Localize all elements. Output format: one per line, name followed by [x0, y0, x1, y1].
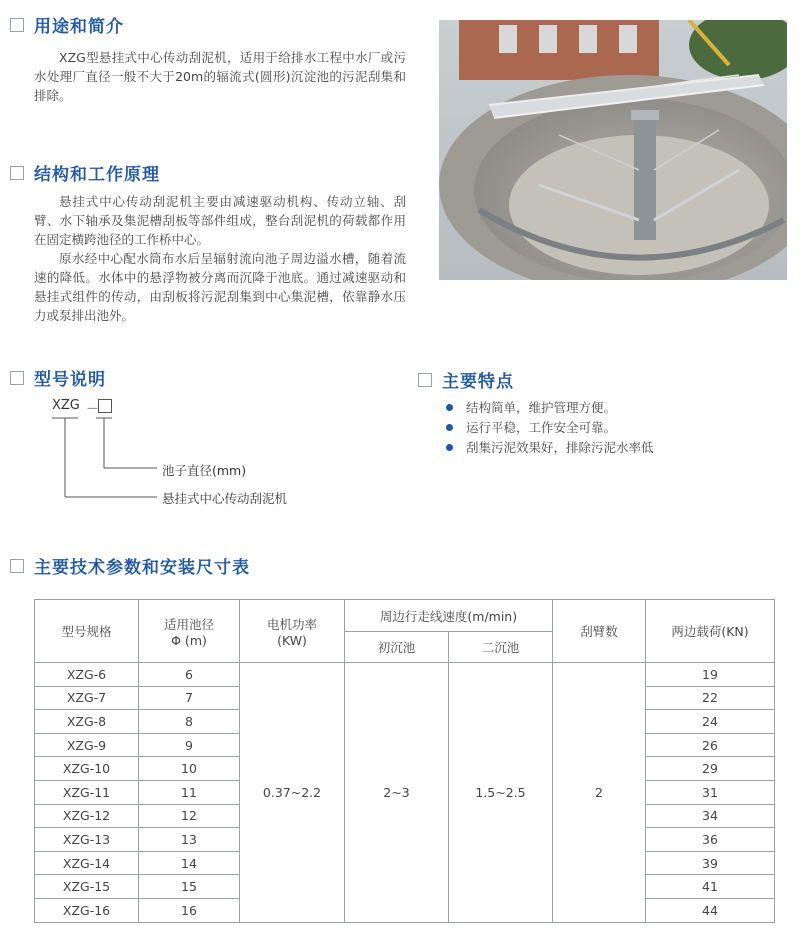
header-motor-line2: (KW) — [277, 632, 307, 648]
intro-section-title — [10, 12, 124, 37]
cell-speed-primary: 2~3 — [345, 663, 449, 923]
feature-item: 运行平稳，工作安全可靠。 — [444, 418, 654, 438]
cell-load: 39 — [646, 851, 775, 875]
cell-diameter: 11 — [139, 780, 240, 804]
checkbox-icon — [10, 559, 24, 573]
intro-title-text: 用途和简介 — [34, 17, 124, 37]
intro-paragraph — [34, 48, 406, 105]
checkbox-icon — [10, 371, 24, 385]
features-list — [444, 398, 654, 458]
structure-p1: 悬挂式中心传动刮泥机主要由减速驱动机构、传动立轴、刮臂、水下轴承及集泥槽刮板等部件组成，整台刮泥机的荷载都作用在固定横跨池径的工作桥中心。 — [34, 194, 406, 247]
table-row — [35, 663, 775, 687]
header-motor-line1: 电机功率 — [266, 616, 317, 632]
cell-load: 19 — [646, 663, 775, 687]
model-section-title — [10, 365, 106, 390]
checkbox-icon — [418, 373, 432, 387]
model-title-text: 型号说明 — [34, 370, 106, 390]
cell-diameter: 8 — [139, 710, 240, 734]
structure-p2: 原水经中心配水筒布水后呈辐射流向池子周边溢水槽，随着流速的降低。水体中的悬浮物被分离而沉降于池底。通过减速驱动和悬挂式组件的传动，由刮板将污泥刮集到中心集泥槽，依靠静水压力或泵排出池外。 — [34, 251, 406, 323]
structure-section-title — [10, 160, 160, 185]
diameter-label: 池子直径(mm) — [162, 463, 247, 478]
cell-load: 29 — [646, 757, 775, 781]
cell-diameter: 14 — [139, 851, 240, 875]
structure-paragraph — [34, 192, 406, 325]
feature-item: 结构简单，维护管理方便。 — [444, 398, 654, 418]
cell-model: XZG-6 — [35, 663, 139, 687]
cell-load: 31 — [646, 780, 775, 804]
cell-model: XZG-12 — [35, 804, 139, 828]
cell-model: XZG-13 — [35, 828, 139, 852]
cell-diameter: 12 — [139, 804, 240, 828]
cell-load: 22 — [646, 686, 775, 710]
cell-diameter: 9 — [139, 733, 240, 757]
product-photo — [439, 20, 787, 280]
cell-diameter: 6 — [139, 663, 240, 687]
header-speed-primary: 初沉池 — [345, 632, 449, 663]
cell-diameter: 15 — [139, 875, 240, 899]
features-title-text: 主要特点 — [442, 372, 514, 392]
cell-model: XZG-14 — [35, 851, 139, 875]
model-code-diagram — [52, 398, 352, 508]
table-title-text: 主要技术参数和安装尺寸表 — [34, 558, 250, 578]
cell-diameter: 7 — [139, 686, 240, 710]
cell-model: XZG-7 — [35, 686, 139, 710]
cell-load: 36 — [646, 828, 775, 852]
spec-table — [34, 599, 775, 923]
cell-model: XZG-15 — [35, 875, 139, 899]
header-speed: 周边行走线速度(m/min) — [345, 600, 553, 632]
cell-model: XZG-16 — [35, 898, 139, 922]
cell-diameter: 10 — [139, 757, 240, 781]
model-code: XZG — [52, 398, 80, 413]
checkbox-icon — [10, 18, 24, 32]
header-diameter — [139, 600, 240, 663]
feature-item: 刮集污泥效果好，排除污泥水率低 — [444, 438, 654, 458]
cell-load: 41 — [646, 875, 775, 899]
clarifier-photo-illustration — [439, 20, 787, 280]
cell-load: 34 — [646, 804, 775, 828]
cell-load: 26 — [646, 733, 775, 757]
cell-diameter: 13 — [139, 828, 240, 852]
cell-arms: 2 — [553, 663, 646, 923]
cell-model: XZG-9 — [35, 733, 139, 757]
cell-diameter: 16 — [139, 898, 240, 922]
intro-text: XZG型悬挂式中心传动刮泥机，适用于给排水工程中水厂或污水处理厂直径一般不大于20m的辐流式(圆形)沉淀池的污泥刮集和排除。 — [34, 50, 406, 103]
cell-load: 24 — [646, 710, 775, 734]
header-speed-secondary: 二沉池 — [449, 632, 553, 663]
cell-speed-secondary: 1.5~2.5 — [449, 663, 553, 923]
checkbox-icon — [10, 166, 24, 180]
model-connector-lines — [52, 398, 172, 508]
header-model: 型号规格 — [35, 600, 139, 663]
cell-load: 44 — [646, 898, 775, 922]
cell-model: XZG-8 — [35, 710, 139, 734]
machine-name-label: 悬挂式中心传动刮泥机 — [162, 491, 288, 506]
cell-model: XZG-10 — [35, 757, 139, 781]
structure-title-text: 结构和工作原理 — [34, 165, 160, 185]
model-dash: － — [86, 402, 100, 417]
header-diameter-line1: 适用池径 — [163, 616, 214, 632]
header-load: 两边载荷(KN) — [646, 600, 775, 663]
table-section-title — [10, 553, 250, 578]
features-section-title — [418, 367, 514, 392]
header-motor — [240, 600, 345, 663]
cell-motor-power: 0.37~2.2 — [240, 663, 345, 923]
cell-model: XZG-11 — [35, 780, 139, 804]
header-arms: 刮臂数 — [553, 600, 646, 663]
header-diameter-line2: Φ (m) — [171, 632, 207, 648]
